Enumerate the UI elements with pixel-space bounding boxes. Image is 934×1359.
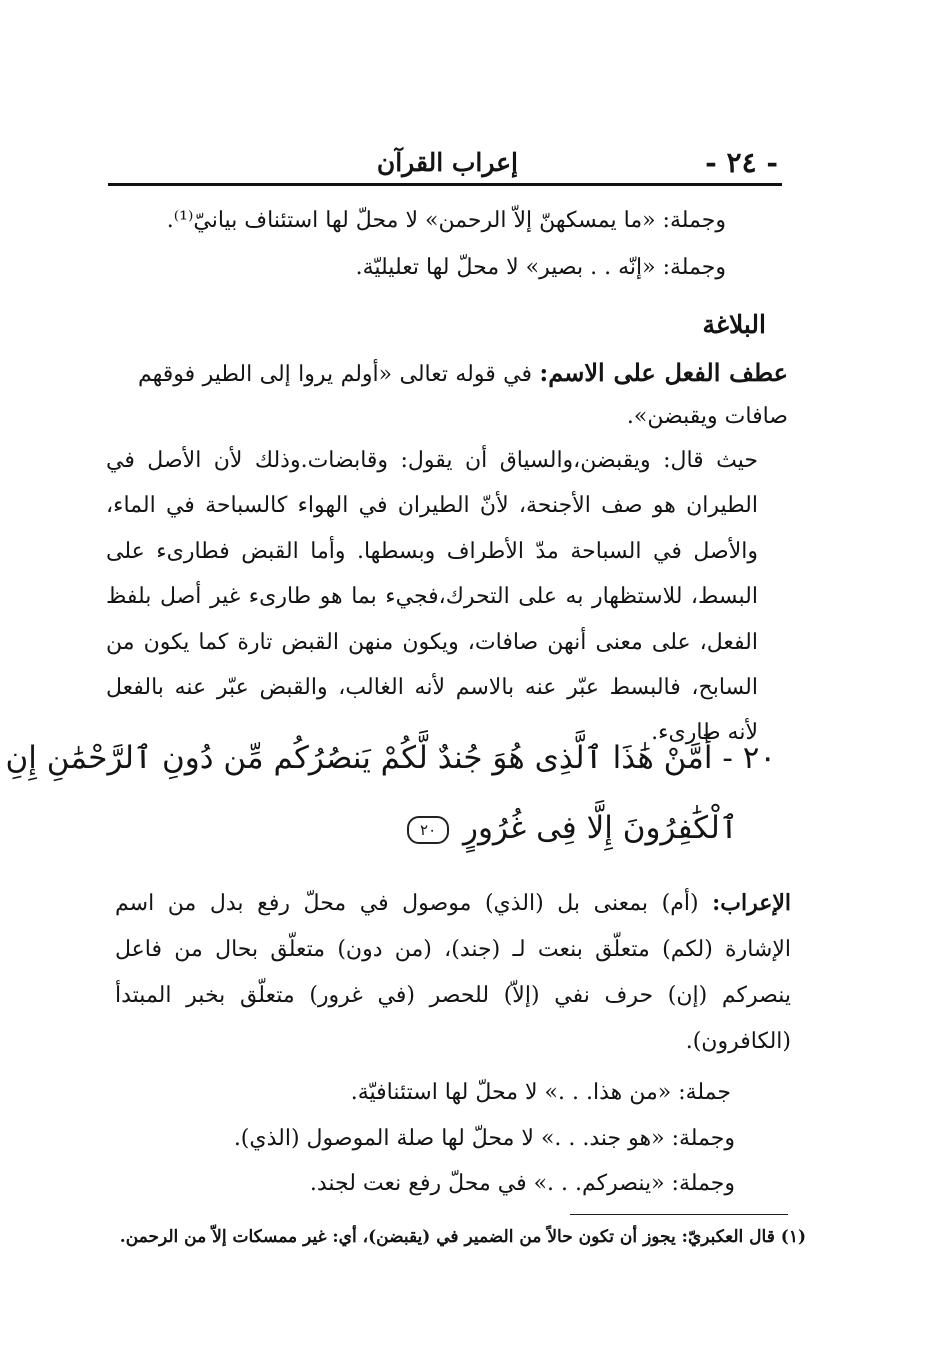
balagha-explanation: حيث قال: ويقبضن،والسياق أن يقول: وقابضات.وذلك لأن الأصل في الطيران هو صف الأجنحة، لأنّ الطيران في الهواء كالسباحة في الماء، والأصل في السباحة مدّ الأطراف وبسطها. وأما القبض فطارىء على البسط، للاستظهار به على التحرك،فجيء بما هو طارىء غير أصل بلفظ الفعل، على معنى أنهن صافات، ويكون منهن القبض تارة كما يكون من السابح، فالبسط عبّر عنه بالاسم لأنه الغالب، والقبض عبّر عنه بالفعل لأنه طارىء. xyxy=(106,448,758,746)
jumla-list-item: جملة: «من هذا. . .» لا محلّ لها استئنافيّة. xyxy=(350,1080,731,1105)
ayah-number-mark: ٢٠ xyxy=(407,816,449,844)
balagha-intro-text: في قوله تعالى «أولم يروا إلى الطير فوقهم صافات ويقبضن». xyxy=(138,362,788,429)
jumla-line-1: وجملة: «ما يمسكهنّ إلاّ الرحمن» لا محلّ لها استئناف بيانيّ⁽¹⁾. xyxy=(166,208,726,233)
jumla-list-item: وجملة: «هو جند. . .» لا محلّ لها صلة الموصول (الذي). xyxy=(233,1126,735,1151)
irab-paragraph xyxy=(115,880,791,1065)
balagha-heading: البلاغة xyxy=(702,310,766,339)
page-number: - ٢٤ - xyxy=(705,146,778,179)
balagha-term: عطف الفعل على الاسم: xyxy=(539,358,788,387)
irab-text: (أم) بمعنى بل (الذي) موصول في محلّ رفع بدل من اسم الإشارة (لكم) متعلّق بنعت لـ (جند)، (من دون) متعلّق بحال من فاعل ينصركم (إن) حرف نفي (إلاّ) للحصر (في غرور) متعلّق بخبر المبتدأ (الكافرون). xyxy=(115,891,791,1054)
balagha-intro xyxy=(138,352,788,438)
book-title: إعراب القرآن xyxy=(376,148,518,177)
page-header xyxy=(108,140,788,180)
irab-label: الإعراب: xyxy=(712,890,791,916)
jumla-list-item: وجملة: «ينصركم. . .» في محلّ رفع نعت لجند. xyxy=(309,1171,735,1196)
footnote: (١) قال العكبريّ: يجوز أن تكون حالاً من الضمير في (يقبضن)، أي: غير ممسكات إلاّ من الرحمن. xyxy=(119,1227,806,1247)
footnote-rule xyxy=(570,1214,788,1215)
header-rule xyxy=(108,183,782,186)
jumla-line-2: وجملة: «إنّه . . بصير» لا محلّ لها تعليليّة. xyxy=(355,255,726,280)
verse-line-1: ٢٠ - أَمَّنْ هَٰذَا ٱلَّذِى هُوَ جُندٌ لَّكُمْ يَنصُرُكُم مِّن دُونِ ٱلرَّحْمَٰنِ إِنِ xyxy=(5,740,776,776)
verse-line-2-text: ٱلْكَٰفِرُونَ إِلَّا فِى غُرُورٍ xyxy=(462,810,738,846)
verse-line-2 xyxy=(407,810,738,846)
